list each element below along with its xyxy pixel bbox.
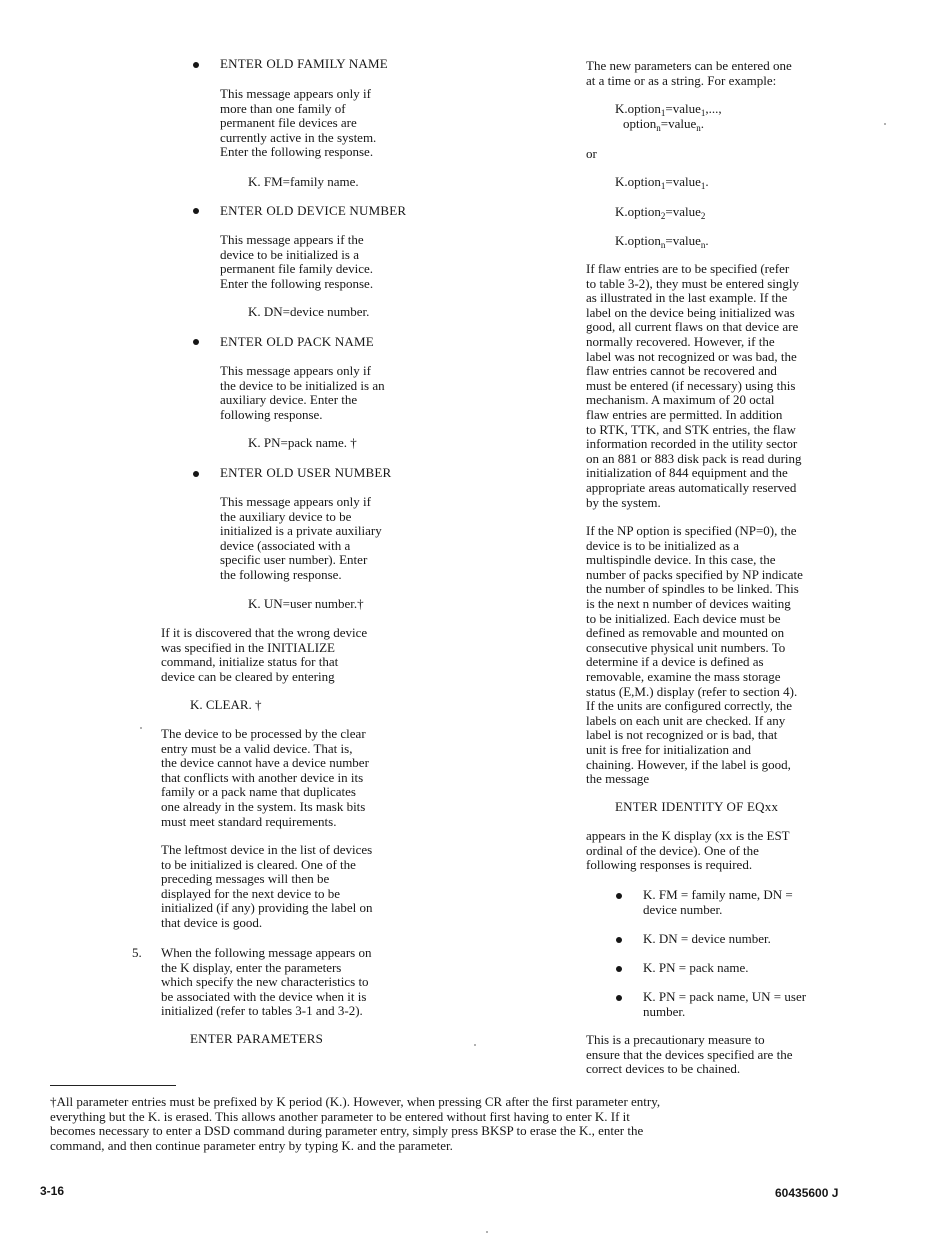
response-option: K. PN = pack name, UN = user number. — [643, 989, 807, 1019]
bullet-icon — [193, 339, 199, 345]
response-entry: K. UN=user number.† — [248, 596, 364, 611]
paragraph-precaution: This is a precautionary measure to ensure that the devices specified are the correct devices to be chained. — [586, 1032, 793, 1077]
step-number: 5. — [132, 945, 142, 960]
scan-speck — [140, 727, 142, 729]
clear-command: K. CLEAR. † — [190, 697, 262, 712]
document-number: 60435600 J — [775, 1186, 839, 1200]
message-description: This message appears if the device to be initialized is a permanent file family device. Enter the following response. — [220, 232, 374, 291]
scan-speck — [486, 1231, 488, 1233]
string-form-line-2: option$_n$=value$_n$. — [623, 116, 704, 133]
scan-speck — [884, 123, 886, 125]
response-option: K. FM = family name, DN = device number. — [643, 887, 793, 917]
paragraph-intro: The new parameters can be entered one at a time or as a string. For example: — [586, 58, 792, 88]
single-form-entry: K.option$_n$=value$_n$. — [615, 233, 709, 250]
footnote: †All parameter entries must be prefixed by K period (K.). However, when pressing CR after the first parameter entry, everything but the K. is erased. This allows another parameter to be entered without first having to enter K. If it becomes necessary to enter a DSD command during parameter entry, simply press BKSP to erase the K., enter the command, and then continue parameter entry by typing K. and the parameter. — [50, 1094, 661, 1153]
bullet-icon — [193, 471, 199, 477]
message-heading: ENTER OLD FAMILY NAME — [220, 56, 388, 71]
bullet-icon — [616, 966, 622, 972]
single-form-entry: K.option$_2$=value$_2$ — [615, 204, 706, 221]
paragraph-np-option: If the NP option is specified (NP=0), the device is to be initialized as a multispindle device. In this case, the number of packs specified by NP indicate the number of spindles to be linked. This is the next n number of devices waiting to be initialized. Each device must be defined as removable and mounted on consecutive physical unit numbers. To determine if a device is defined as removable, examine the mass storage status (E,M.) display (refer to section 4). If the units are configured correctly, the labels on each unit are checked. If any label is not recognized or is bad, that unit is free for initialization and chaining. However, if the label is good, the message — [586, 523, 803, 787]
page-number: 3-16 — [40, 1184, 65, 1198]
string-form-line-1: K.option$_1$=value$_1$,..., — [615, 101, 722, 118]
response-entry: K. PN=pack name. † — [248, 435, 357, 450]
bullet-icon — [616, 937, 622, 943]
message-heading: ENTER OLD USER NUMBER — [220, 465, 392, 480]
response-option: K. DN = device number. — [643, 931, 771, 946]
paragraph-flaw-entries: If flaw entries are to be specified (refer to table 3-2), they must be entered singly as illustrated in the last example. If the label on the device being initialized was good, all current flaws on that device are normally recovered. However, if the label was not recognized or was bad, the flaw entries cannot be recovered and must be entered (if necessary) using this mechanism. A maximum of 20 octal flaw entries are permitted. In addition to RTK, TTK, and STK entries, the flaw information recorded in the utility sector on an 881 or 883 disk pack is read during initialization of 844 equipment and the appropriate areas automatically reserved by the system. — [586, 261, 802, 510]
response-entry: K. DN=device number. — [248, 304, 370, 319]
bullet-icon — [616, 893, 622, 899]
bullet-icon — [193, 208, 199, 214]
message-heading: ENTER OLD DEVICE NUMBER — [220, 203, 407, 218]
scan-speck — [474, 1044, 476, 1046]
paragraph-clear-entry: The device to be processed by the clear entry must be a valid device. That is, the device cannot have a device number that conflicts with another device in its family or a pack name that duplicates one already in the system. Its mask bits must meet standard requirements. — [161, 726, 369, 829]
or-word: or — [586, 146, 597, 161]
bullet-icon — [193, 62, 199, 68]
message-description: This message appears only if the device to be initialized is an auxiliary device. Enter the following response. — [220, 363, 385, 422]
enter-parameters-message: ENTER PARAMETERS — [190, 1031, 324, 1046]
response-entry: K. FM=family name. — [248, 174, 359, 189]
paragraph-wrong-device: If it is discovered that the wrong device was specified in the INITIALIZE command, initialize status for that device can be cleared by entering — [161, 625, 368, 684]
identity-message: ENTER IDENTITY OF EQxx — [615, 799, 779, 814]
step-5-text: When the following message appears on the K display, enter the parameters which specify the new characteristics to be associated with the device when it is initialized (refer to tables 3-1 and 3-2). — [161, 945, 372, 1019]
paragraph-appears: appears in the K display (xx is the EST ordinal of the device). One of the following responses is required. — [586, 828, 790, 873]
bullet-icon — [616, 995, 622, 1001]
paragraph-leftmost-device: The leftmost device in the list of devices to be initialized is cleared. One of the preceding messages will then be displayed for the next device to be initialized (if any) providing the label on that device is good. — [161, 842, 373, 930]
single-form-entry: K.option$_1$=value$_1$. — [615, 174, 709, 191]
message-description: This message appears only if the auxiliary device to be initialized is a private auxiliary device (associated with a specific user number). Enter the following response. — [220, 494, 382, 582]
response-option: K. PN = pack name. — [643, 960, 749, 975]
message-heading: ENTER OLD PACK NAME — [220, 334, 374, 349]
message-description: This message appears only if more than one family of permanent file devices are currently active in the system. Enter the following response. — [220, 86, 377, 160]
footnote-divider — [50, 1085, 176, 1086]
